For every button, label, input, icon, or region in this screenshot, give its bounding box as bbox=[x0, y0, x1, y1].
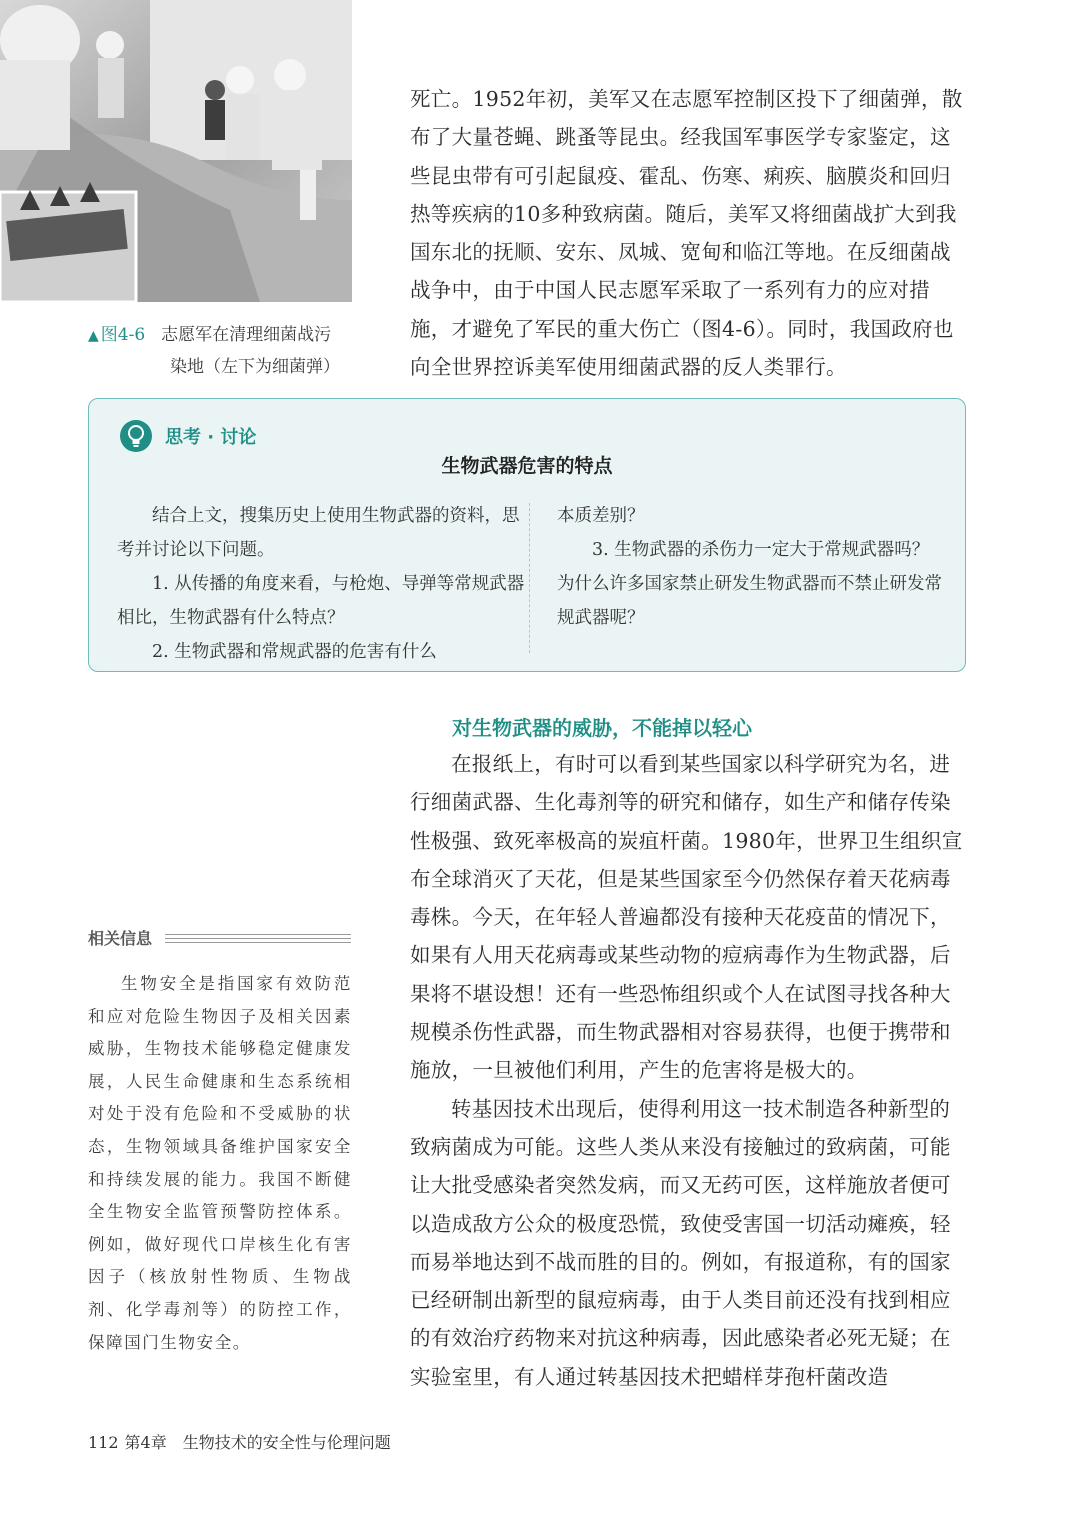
photo-of-volunteers-icon bbox=[0, 0, 352, 302]
section-heading: 对生物武器的威胁，不能掉以轻心 bbox=[452, 716, 752, 740]
info-heading-rule bbox=[165, 934, 351, 946]
discussion-intro: 结合上文，搜集历史上使用生物武器的资料，思考并讨论以下问题。 bbox=[117, 506, 520, 560]
caption-line-1: 志愿军在清理细菌战污 bbox=[161, 325, 332, 345]
info-heading: 相关信息 bbox=[88, 929, 153, 948]
info-body bbox=[88, 968, 352, 1359]
chapter-number: 第4章 bbox=[124, 1433, 167, 1452]
column-divider bbox=[529, 503, 530, 653]
discussion-box bbox=[88, 398, 966, 672]
caption-line-2: 染地（左下为细菌弹） bbox=[170, 357, 340, 377]
figure-photo bbox=[0, 0, 352, 302]
top-paragraph-block bbox=[410, 80, 970, 386]
discussion-question-2-cont: 本质差别？ bbox=[557, 506, 645, 526]
section-body bbox=[410, 745, 970, 1396]
lightbulb-icon bbox=[119, 419, 153, 453]
discussion-tag: 思考 · 讨论 bbox=[165, 427, 257, 448]
chapter-title: 生物技术的安全性与伦理问题 bbox=[182, 1433, 391, 1452]
section-paragraph-2: 转基因技术出现后，使得利用这一技术制造各种新型的致病菌成为可能。这些人类从来没有接触过的致病菌，可能让大批受感染者突然发病，而又无药可医，这样施放者便可以造成敌方公众的极度恐慌，致使受害国一切活动瘫痪，轻而易举地达到不战而胜的目的。例如，有报道称，有的国家已经研制出新型的鼠痘病毒，由于人类目前还没有找到相应的有效治疗药物来对抗这种病毒，因此感染者必死无疑；在实验室里，有人通过转基因技术把蜡样芽孢杆菌改造 bbox=[410, 1096, 951, 1389]
page-footer bbox=[88, 1430, 391, 1453]
discussion-question-3: 3. 生物武器的杀伤力一定大于常规武器吗？为什么许多国家禁止研发生物武器而不禁止研发常规武器呢？ bbox=[557, 540, 942, 628]
section-paragraph-1: 在报纸上，有时可以看到某些国家以科学研究为名，进行细菌武器、生化毒剂等的研究和储存，如生产和储存传染性极强、致死率极高的炭疽杆菌。1980年，世界卫生组织宣布全球消灭了天花，但是某些国家至今仍然保存着天花病毒毒株。今天，在年轻人普遍都没有接种天花疫苗的情况下，如果有人用天花病毒或某些动物的痘病毒作为生物武器，后果将不堪设想！还有一些恐怖组织或个人在试图寻找各种大规模杀伤性武器，而生物武器相对容易获得，也便于携带和施放，一旦被他们利用，产生的危害将是极大的。 bbox=[410, 752, 963, 1083]
discussion-right-column bbox=[557, 499, 942, 635]
page-number: 112 bbox=[88, 1433, 119, 1452]
discussion-question-2: 2. 生物武器和常规武器的危害有什么 bbox=[152, 642, 437, 662]
figure-label: 图4-6 bbox=[100, 325, 146, 345]
discussion-left-column bbox=[117, 499, 527, 669]
figure-caption bbox=[88, 320, 358, 383]
discussion-question-1: 1. 从传播的角度来看，与枪炮、导弹等常规武器相比，生物武器有什么特点？ bbox=[117, 574, 525, 628]
discussion-title: 生物武器危害的特点 bbox=[441, 455, 613, 477]
info-paragraph: 生物安全是指国家有效防范和应对危险生物因子及相关因素威胁，生物技术能够稳定健康发展，人民生命健康和生态系统相对处于没有危险和不受威胁的状态，生物领域具备维护国家安全和持续发展的能力。我国不断健全生物安全监管预警防控体系。例如，做好现代口岸核生化有害因子（核放射性物质、生物战剂、化学毒剂等）的防控工作，保障国门生物安全。 bbox=[88, 974, 352, 1352]
top-paragraph: 死亡。1952年初，美军又在志愿军控制区投下了细菌弹，散布了大量苍蝇、跳蚤等昆虫。经我国军事医学专家鉴定，这些昆虫带有可引起鼠疫、霍乱、伤寒、痢疾、脑膜炎和回归热等疾病的10多种致病菌。随后，美军又将细菌战扩大到我国东北的抚顺、安东、凤城、宽甸和临江等地。在反细菌战战争中，由于中国人民志愿军采取了一系列有力的应对措施，才避免了军民的重大伤亡（图4-6）。同时，我国政府也向全世界控诉美军使用细菌武器的反人类罪行。 bbox=[410, 87, 963, 380]
triangle-marker-icon: ▲ bbox=[88, 328, 99, 344]
